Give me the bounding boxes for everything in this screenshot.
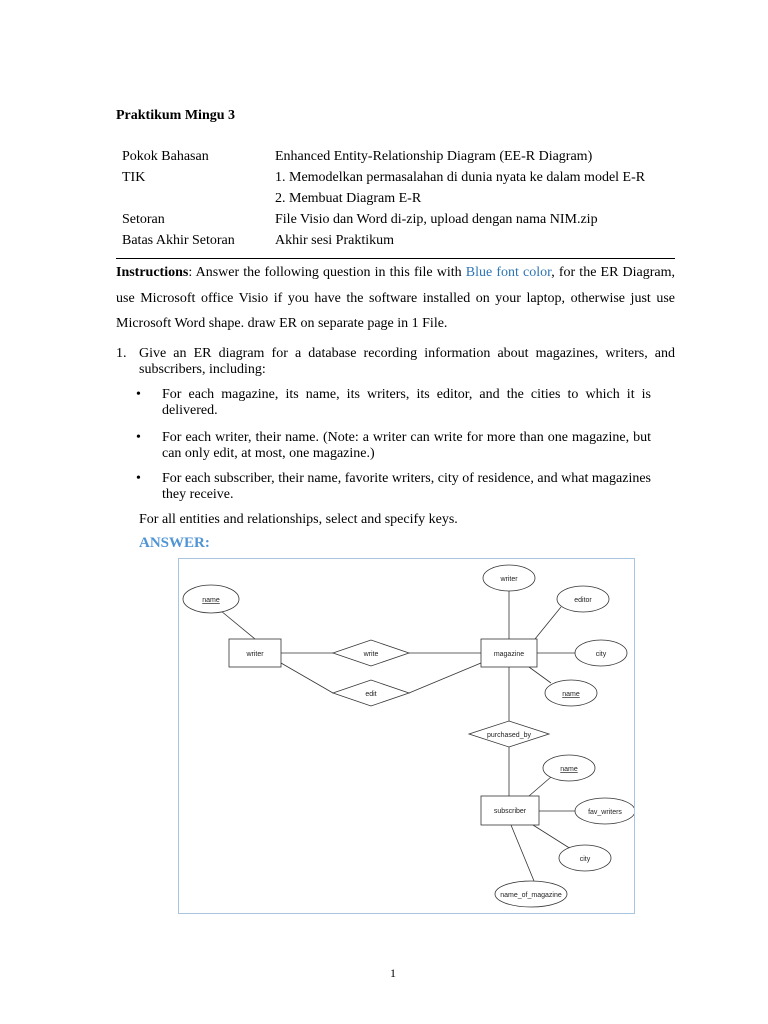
attribute-label-key: name (562, 691, 580, 698)
meta-table (116, 146, 676, 251)
meta-row-tik (116, 167, 676, 188)
connector-line (511, 825, 534, 881)
bullet-dot-icon: • (136, 471, 141, 486)
meta-row-submission (116, 209, 676, 230)
connector-line (535, 607, 561, 639)
horizontal-rule (116, 258, 675, 259)
meta-label: TIK (122, 170, 146, 185)
question-text: Give an ER diagram for a database recording information about magazines, writers, and subscribers, including: (139, 346, 675, 377)
bullet-text: For each subscriber, their name, favorite writers, city of residence, and what magazines they receive. (162, 471, 651, 502)
attribute-label: name_of_magazine (500, 892, 562, 899)
er-diagram-figure (178, 558, 635, 914)
meta-value: 2. Membuat Diagram E-R (275, 191, 422, 206)
connector-line (529, 667, 551, 683)
bullet-dot-icon: • (136, 430, 141, 445)
attribute-label: city (579, 856, 591, 863)
attribute-label-key: name (202, 597, 220, 604)
attribute-label-key: name (560, 766, 578, 773)
answer-label: ANSWER: (139, 535, 210, 551)
meta-row-topic (116, 146, 676, 167)
entity-label: magazine (493, 651, 525, 658)
bullet-text: For each magazine, its name, its writers, its editor, and the cities to which it is delivered. (162, 387, 651, 418)
question-number: 1. (116, 346, 127, 361)
attribute-label: fav_writers (588, 809, 622, 816)
page-number: 1 (390, 966, 396, 980)
relationship-label: write (363, 651, 379, 658)
connector-line (409, 663, 481, 693)
bullet-dot-icon: • (136, 387, 141, 402)
bullet-text: For each writer, their name. (Note: a writer can write for more than one magazine, but can only edit, at most, one magazine.) (162, 430, 651, 461)
entity-label: writer (246, 651, 264, 658)
meta-value: Akhir sesi Praktikum (275, 233, 394, 248)
attribute-label: editor (574, 597, 592, 604)
meta-label: Batas Akhir Setoran (122, 233, 235, 248)
instructions-paragraph (116, 260, 675, 337)
connector-line (281, 663, 333, 693)
meta-label: Pokok Bahasan (122, 149, 209, 164)
meta-label (116, 188, 275, 209)
connector-line (529, 777, 551, 796)
connector-line (533, 825, 571, 849)
instructions-text-2: , for the ER Diagram, use Microsoft office Visio if you have the software installed on your laptop, otherwise just use Microsoft Word shape. draw ER on separate page in 1 File. (116, 265, 676, 331)
page-title: Praktikum Mingu 3 (116, 108, 236, 123)
attribute-label: city (595, 651, 607, 658)
meta-row-tik-2 (116, 188, 676, 209)
meta-value: Enhanced Entity-Relationship Diagram (EE-R Diagram) (275, 149, 593, 164)
instructions-text-1: : Answer the following question in this file with (188, 265, 466, 280)
entity-label: subscriber (493, 808, 527, 815)
meta-row-deadline (116, 230, 676, 251)
relationship-label: purchased_by (487, 732, 531, 739)
er-diagram (179, 559, 634, 913)
attribute-label: writer (500, 576, 518, 583)
keys-note: For all entities and relationships, select and specify keys. (139, 512, 458, 527)
meta-value: File Visio dan Word di-zip, upload dengan nama NIM.zip (275, 212, 598, 227)
instructions-lead: Instructions (116, 265, 189, 280)
relationship-label: edit (365, 691, 377, 698)
meta-label: Setoran (122, 212, 165, 227)
meta-value: 1. Memodelkan permasalahan di dunia nyata ke dalam model E-R (275, 170, 646, 185)
instructions-blue-text: Blue font color (465, 265, 552, 280)
